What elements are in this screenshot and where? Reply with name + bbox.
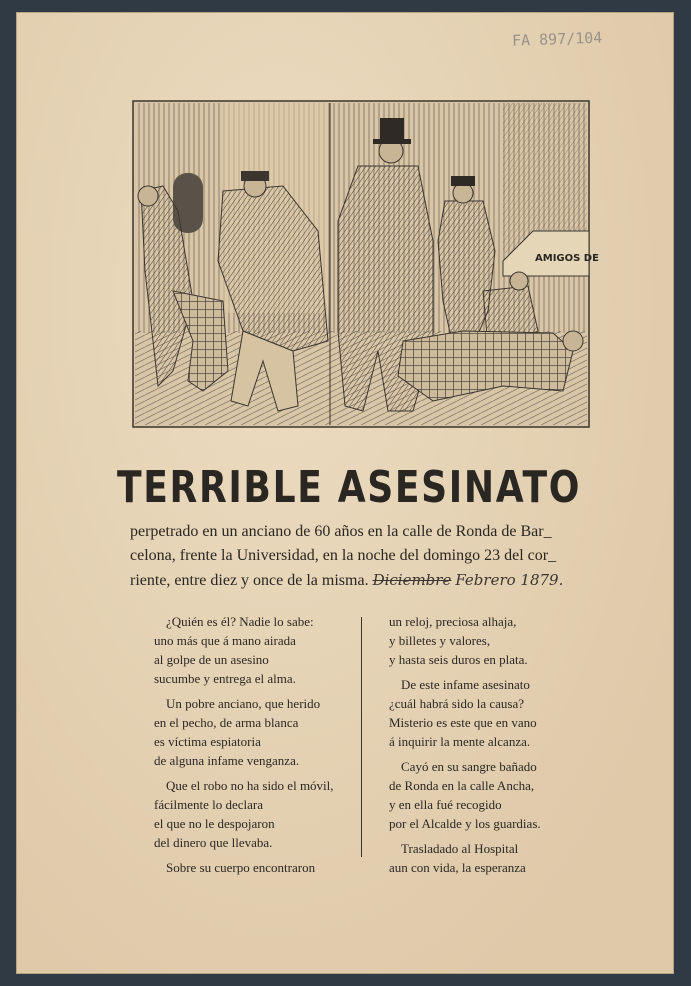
verse-line: De este infame asesinato — [401, 677, 530, 692]
verse-line: á inquirir la mente alcanza. — [389, 734, 531, 749]
subtitle-line: celona, frente la Universidad, en la noche del domingo 23 del cor_ — [130, 547, 557, 564]
verse-line: Que el robo no ha sido el móvil, — [166, 778, 334, 793]
verse-line: y hasta seis duros en plata. — [389, 652, 528, 667]
stanza — [150, 776, 350, 852]
right-verse-column — [385, 612, 585, 883]
verse-line: del dinero que llevaba. — [154, 835, 273, 850]
subtitle-line-text: riente, entre diez y once de la misma. — [130, 572, 369, 589]
verse-line: de alguna infame venganza. — [154, 753, 300, 768]
verse-line: ¿Quién es él? Nadie lo sabe: — [166, 614, 314, 629]
verse-line: Trasladado al Hospital — [401, 841, 519, 856]
stanza — [385, 839, 585, 877]
struck-handwriting: Diciembre — [372, 571, 452, 589]
verse-line: el que no le despojaron — [154, 816, 275, 831]
verse-line: en el pecho, de arma blanca — [154, 715, 299, 730]
column-divider — [361, 617, 362, 857]
stanza — [150, 858, 350, 877]
shelfmark-annotation: FA 897/104 — [511, 28, 603, 50]
stanza — [385, 757, 585, 833]
verse-line: y en ella fué recogido — [389, 797, 502, 812]
verse-line: Un pobre anciano, que herido — [166, 696, 321, 711]
verse-line: Sobre su cuerpo encontraron — [166, 860, 316, 875]
sign-text: AMIGOS DE — [535, 253, 599, 264]
verse-line: ¿cuál habrá sido la causa? — [389, 696, 524, 711]
verse-line: Misterio es este que en vano — [389, 715, 537, 730]
verse-line: de Ronda en la calle Ancha, — [389, 778, 535, 793]
verse-line: fácilmente lo declara — [154, 797, 263, 812]
stanza — [385, 675, 585, 751]
verse-line: sucumbe y entrega el alma. — [154, 671, 296, 686]
subtitle-line: perpetrado en un anciano de 60 años en la calle de Ronda de Bar_ — [130, 523, 552, 540]
handwritten-date: Febrero 1879. — [455, 571, 564, 589]
verse-line: por el Alcalde y los guardias. — [389, 816, 541, 831]
verse-line: Cayó en su sangre bañado — [401, 759, 537, 774]
left-verse-column — [150, 612, 350, 883]
stanza — [150, 694, 350, 770]
verse-line: es víctima espiatoria — [154, 734, 261, 749]
stanza — [150, 612, 350, 688]
subtitle — [130, 520, 600, 593]
verse-line: un reloj, preciosa alhaja, — [389, 614, 517, 629]
stanza — [385, 612, 585, 669]
verse-line: al golpe de un asesino — [154, 652, 269, 667]
headline: TERRIBLE ASESINATO — [116, 462, 582, 513]
verse-line: y billetes y valores, — [389, 633, 491, 648]
verse-line: uno más que á mano airada — [154, 633, 296, 648]
woodcut-illustration — [133, 101, 599, 427]
subtitle-line — [130, 568, 600, 593]
verse-line: aun con vida, la esperanza — [389, 860, 526, 875]
